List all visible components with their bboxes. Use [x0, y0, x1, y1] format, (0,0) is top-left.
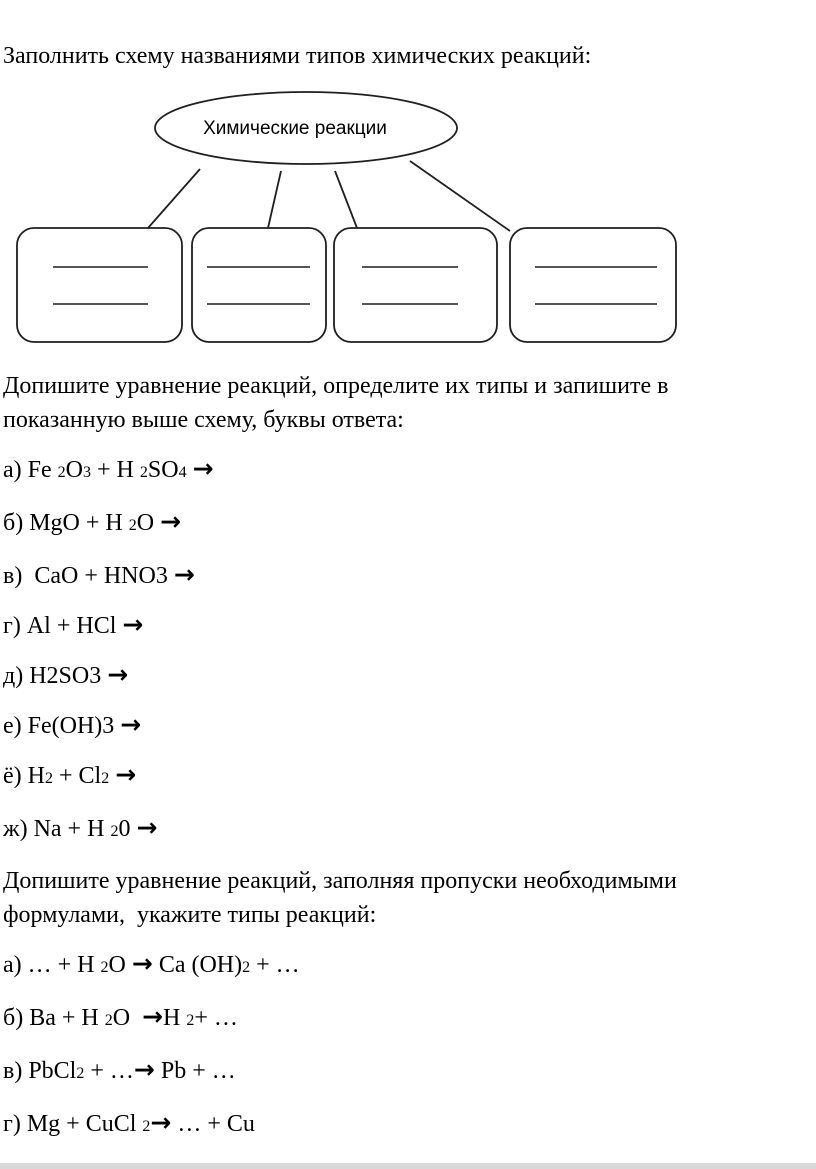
reactions-diagram — [0, 84, 816, 354]
page-edge — [0, 1163, 816, 1169]
arrow-glyph: → — [122, 610, 144, 639]
equation-item: ж) Na + H 20 → — [3, 813, 158, 842]
small-digit: 2 — [57, 464, 66, 481]
small-digit: 2 — [100, 959, 109, 976]
answer-box[interactable] — [192, 228, 326, 342]
equation-item: в) PbCl2 + …→ Pb + … — [3, 1055, 236, 1084]
page-title: Заполнить схему названиями типов химических реакций: — [3, 43, 592, 69]
small-digit: 4 — [178, 464, 187, 481]
small-digit: 2 — [186, 1012, 195, 1029]
arrow-glyph: → — [136, 813, 158, 842]
arrow-glyph: → — [160, 507, 182, 536]
reactions-diagram-svg — [0, 84, 700, 354]
arrow-glyph: → — [192, 454, 214, 483]
equation-item: б) Ba + H 2O →H 2+ … — [3, 1002, 238, 1031]
section2-heading: Допишите уравнение реакций, заполняя пропуски необходимыми формулами, укажите типы реакций: — [3, 868, 683, 928]
answer-box[interactable] — [17, 228, 182, 342]
small-digit: 2 — [142, 1118, 151, 1135]
connector-line-3 — [335, 171, 357, 228]
small-digit: 2 — [128, 517, 137, 534]
answer-box[interactable] — [510, 228, 676, 342]
equation-item: е) Fe(OH)3 → — [3, 710, 142, 739]
answer-box[interactable] — [334, 228, 497, 342]
small-digit: 2 — [110, 823, 119, 840]
equation-item: б) MgO + H 2O → — [3, 507, 182, 536]
arrow-glyph: → — [120, 710, 142, 739]
connector-line-4 — [410, 161, 510, 231]
small-digit: 3 — [83, 464, 91, 481]
small-digit: 2 — [44, 770, 53, 787]
small-digit: 2 — [104, 1012, 113, 1029]
small-digit: 2 — [139, 464, 148, 481]
equation-item: г) Al + HCl → — [3, 610, 144, 639]
equation-list-2 — [0, 947, 816, 1144]
equation-item: а) Fe 2O3 + H 2SO4 → — [3, 454, 214, 483]
arrow-glyph: → — [115, 760, 137, 789]
root-ellipse-label: Химические реакции — [203, 118, 387, 139]
arrow-glyph: → — [107, 660, 129, 689]
equation-item: в) CaO + HNO3 → — [3, 560, 195, 589]
section1-heading: Допишите уравнение реакций, определите их типы и запишите в показанную выше схему, буквы ответа: — [3, 373, 675, 433]
equation-list-1 — [0, 452, 816, 849]
equation-item: г) Mg + CuCl 2→ … + Cu — [3, 1108, 255, 1137]
equation-item: а) … + H 2O → Ca (OH)2 + … — [3, 949, 300, 978]
arrow-glyph: → — [173, 560, 195, 589]
small-digit: 2 — [76, 1065, 85, 1082]
equation-item: ё) H2 + Cl2 → — [3, 760, 137, 789]
arrow-glyph: → — [150, 1108, 172, 1137]
small-digit: 2 — [101, 770, 110, 787]
arrow-glyph: → — [133, 1055, 155, 1084]
arrow-glyph: → — [131, 949, 153, 978]
small-digit: 2 — [242, 959, 251, 976]
arrow-glyph: → — [142, 1002, 164, 1031]
equation-item: д) H2SO3 → — [3, 660, 129, 689]
connector-line-2 — [268, 171, 281, 228]
connector-line-1 — [148, 169, 200, 228]
